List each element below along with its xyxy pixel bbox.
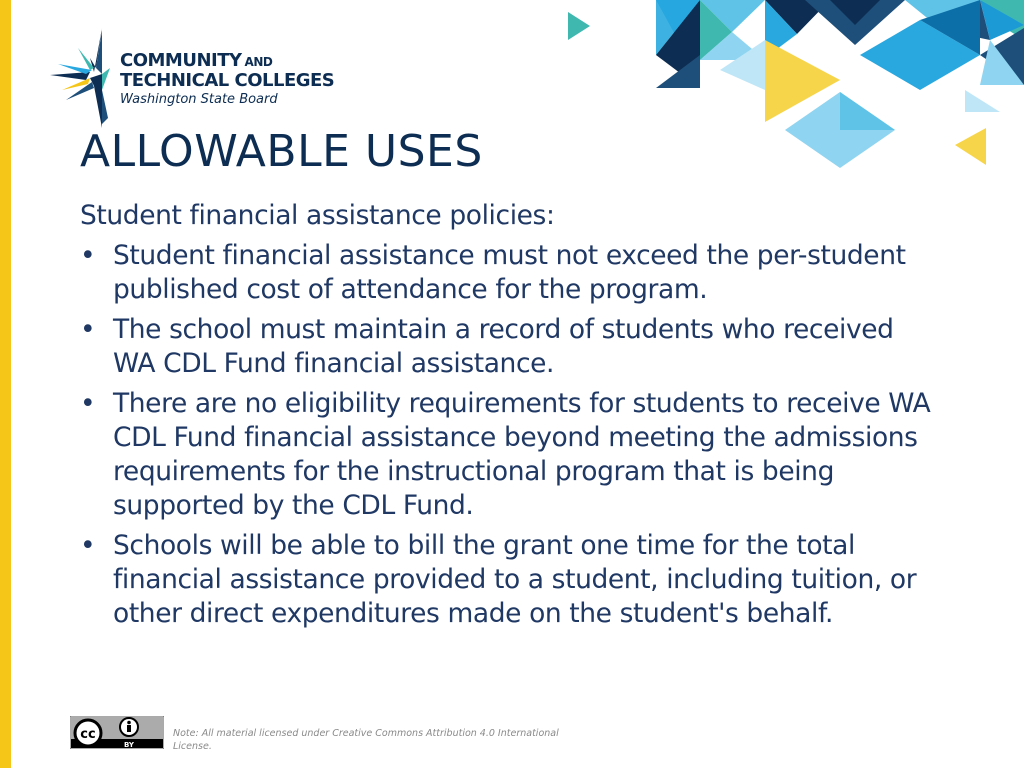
left-accent-bar: [0, 0, 11, 768]
bullet-item: • There are no eligibility requirements for students to receive WA CDL Fund financial assistance beyond meeting the admissions requirements for the instructional program that is being supported by the CDL Fund.: [80, 388, 931, 521]
bullet-item: • Student financial assistance must not exceed the per-student published cost of attendance for the program.: [80, 240, 906, 305]
bullet-list: [80, 239, 940, 631]
creative-commons-by-icon: [70, 716, 164, 749]
bullet-glyph: •: [80, 240, 96, 271]
star-burst-logo-icon: [50, 28, 110, 128]
intro-text: Student financial assistance policies:: [80, 200, 555, 231]
slide-title: ALLOWABLE USES: [80, 126, 483, 177]
cte-logo: [50, 28, 350, 128]
logo-line-technical-colleges: TECHNICAL COLLEGES: [120, 70, 335, 91]
badge-label: BY: [123, 741, 135, 749]
license-note: Note: All material licensed under Creative Commons Attribution 4.0 International License.: [173, 728, 559, 752]
bullet-item: • The school must maintain a record of students who received WA CDL Fund financial assistance.: [80, 314, 894, 379]
geometric-triangles-decoration: [560, 0, 1024, 180]
bullet-glyph: •: [80, 388, 96, 419]
logo-line-community: COMMUNITY AND: [120, 50, 273, 71]
svg-text:cc: cc: [80, 727, 96, 742]
bullet-item: • Schools will be able to bill the grant one time for the total financial assistance provided to a student, including tuition, or other direct expenditures made on the student's behalf.: [80, 530, 917, 629]
slide-body: [80, 199, 940, 637]
bullet-glyph: •: [80, 314, 96, 345]
bullet-glyph: •: [80, 530, 96, 561]
logo-line-state-board: Washington State Board: [120, 92, 278, 107]
